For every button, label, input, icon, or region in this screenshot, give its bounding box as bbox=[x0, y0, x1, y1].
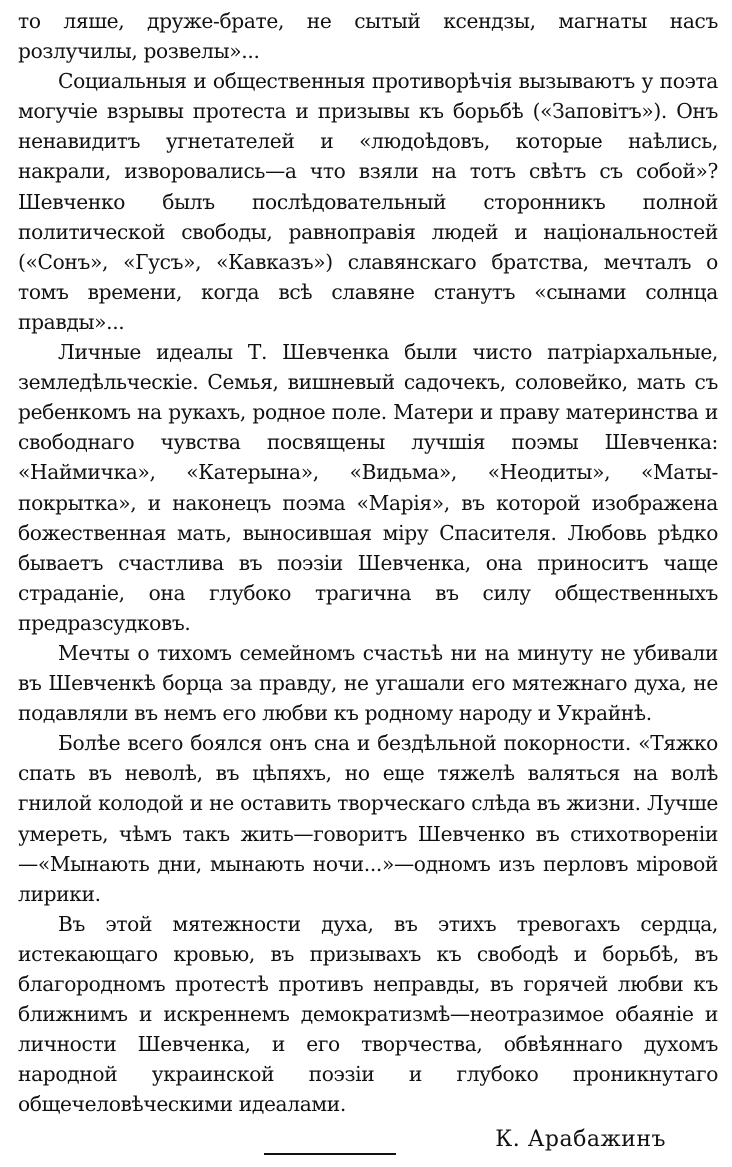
author-signature: К. Арабажинъ bbox=[495, 1127, 666, 1153]
paragraph-continuation: то ляше, друже-брате, не сытый ксендзы, магнаты насъ розлучилы, розвелы»... bbox=[18, 9, 718, 64]
paragraph-personal-ideals: Личные идеалы Т. Шевченка были чисто патріархальные, земледѣльческіе. Семья, вишневый садочекъ, соловейко, мать съ ребенкомъ на рукахъ, родное поле. Матери и праву материнства и свободнаго чувства посвящены лучшія поэмы Шевченка: «Наймичка», «Катерына», «Видьма», «Неодиты», «Маты-покрытка», и наконецъ поэма «Марія», въ которой изображена божественная мать, выносившая міру Спасителя. Любовь рѣдко бываетъ счастлива въ поэзіи Шевченка, она приноситъ чаще страданіе, она глубоко трагична въ силу общественныхъ предразсудковъ. bbox=[18, 340, 718, 635]
signature-row bbox=[18, 1123, 718, 1167]
paragraph-rebellious-spirit: Въ этой мятежности духа, въ этихъ тревогахъ сердца, истекающаго кровью, въ призывахъ къ свободѣ и борьбѣ, въ благородномъ протестѣ противъ неправды, въ горячей любви къ ближнимъ и искреннемъ демократизмѣ—неотразимое обаяніе и личности Шевченка, и его творчества, обвѣяннаго духомъ народной украинской поэзіи и глубоко проникнутаго общечеловѣческими идеалами. bbox=[18, 911, 718, 1117]
paragraph-social-contradictions: Социальныя и общественныя противорѣчія вызываютъ у поэта могучіе взрывы протеста и призывы къ борьбѣ («Заповітъ»). Онъ ненавидитъ угнетателей и «людоѣдовъ, которые наѣлись, накрали, изворовались—а что взяли на тотъ свѣтъ съ собой»? Шевченко былъ послѣдовательный сторонникъ полной политической свободы, равноправія людей и національностей («Сонъ», «Гусъ», «Кавказъ») славянскаго братства, мечталъ о томъ времени, когда всѣ славяне станутъ «сынами солнца правды»... bbox=[18, 69, 718, 334]
document-page bbox=[18, 6, 718, 1167]
paragraph-fear-of-submission: Болѣе всего боялся онъ сна и бездѣльной покорности. «Тяжко спать въ неволѣ, въ цѣпяхъ, но еще тяжелѣ валяться на волѣ гнилой колодой и не оставить творческаго слѣда въ жизни. Лучше умереть, чѣмъ такъ жить—говоритъ Шевченко въ стихотвореніи—«Мынають дни, мынають ночи...»—одномъ изъ перловъ міровой лирики. bbox=[18, 731, 718, 906]
paragraph-dreams-of-happiness: Мечты о тихомъ семейномъ счастьѣ ни на минуту не убивали въ Шевченкѣ борца за правду, не угашали его мятежнаго духа, не подавляли въ немъ его любви къ родному народу и Украйнѣ. bbox=[18, 640, 718, 726]
separator-rule bbox=[264, 1153, 396, 1155]
